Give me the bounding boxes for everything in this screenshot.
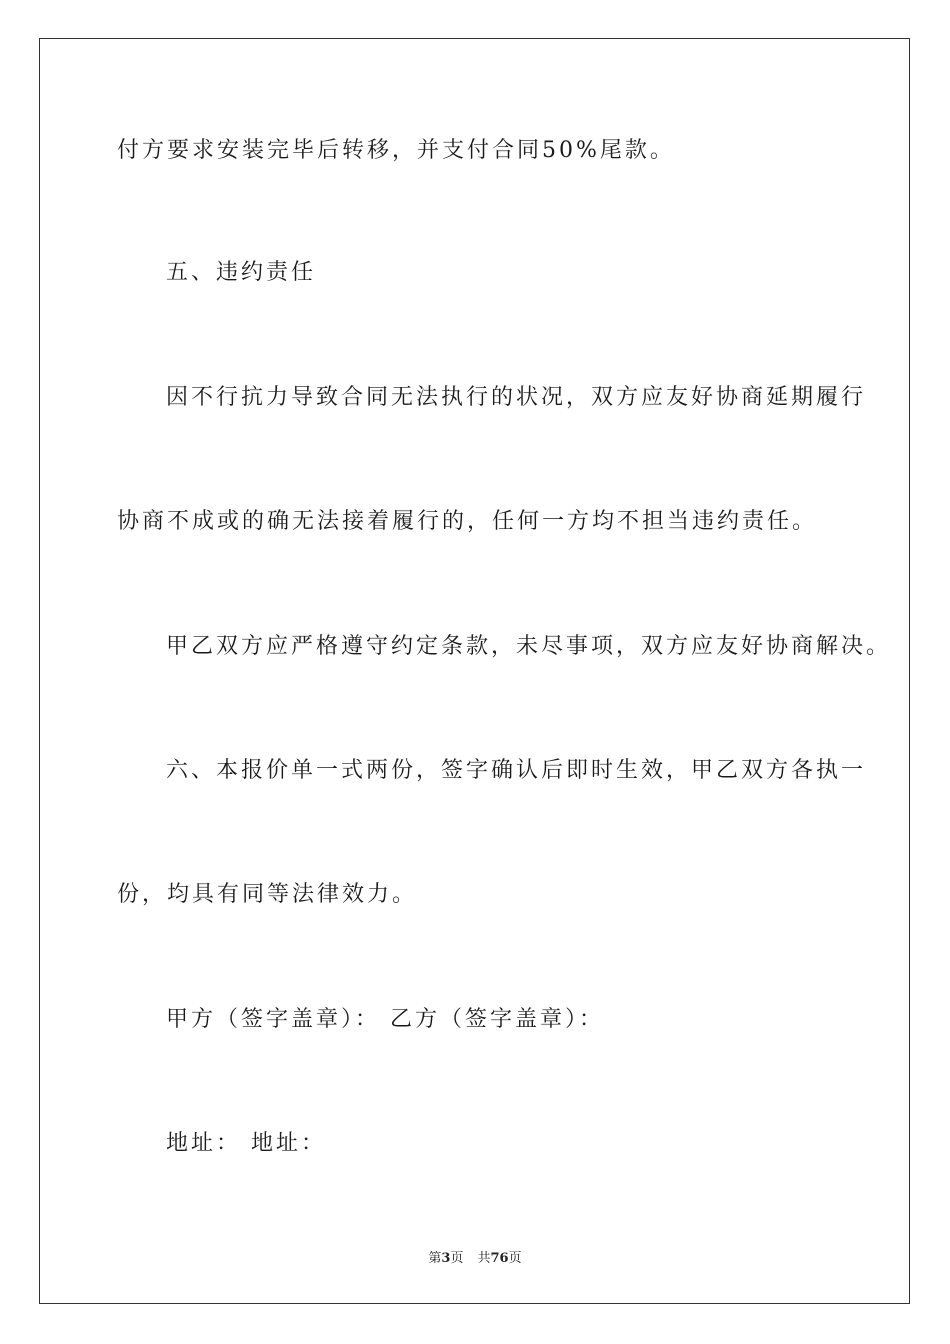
page-footer xyxy=(0,1247,950,1266)
page-suffix: 页 xyxy=(450,1251,464,1266)
paragraph-line: 份，均具有同等法律效力。 xyxy=(117,882,418,907)
paragraph-line: 甲乙双方应严格遵守约定条款，未尽事项，双方应友好协商解决。 xyxy=(166,634,892,659)
page-prefix: 第 xyxy=(428,1251,442,1266)
address-line: 地址： 地址： xyxy=(166,1131,326,1156)
total-pages: 76 xyxy=(490,1251,509,1266)
paragraph-line: 六、本报价单一式两份，签字确认后即时生效，甲乙双方各执一 xyxy=(166,758,867,783)
signature-line: 甲方（签字盖章）： 乙方（签字盖章）： xyxy=(166,1007,604,1032)
paragraph-line: 因不行抗力导致合同无法执行的状况，双方应友好协商延期履行 xyxy=(166,385,867,410)
paragraph-line: 付方要求安装完毕后转移，并支付合同50%尾款。 xyxy=(117,138,675,163)
page-border xyxy=(39,38,910,1304)
page-number: 3 xyxy=(441,1251,451,1266)
section-heading-breach: 五、违约责任 xyxy=(166,260,317,285)
paragraph-line: 协商不成或的确无法接着履行的，任何一方均不担当违约责任。 xyxy=(117,509,818,534)
total-prefix: 共 xyxy=(477,1251,491,1266)
total-suffix: 页 xyxy=(508,1251,522,1266)
